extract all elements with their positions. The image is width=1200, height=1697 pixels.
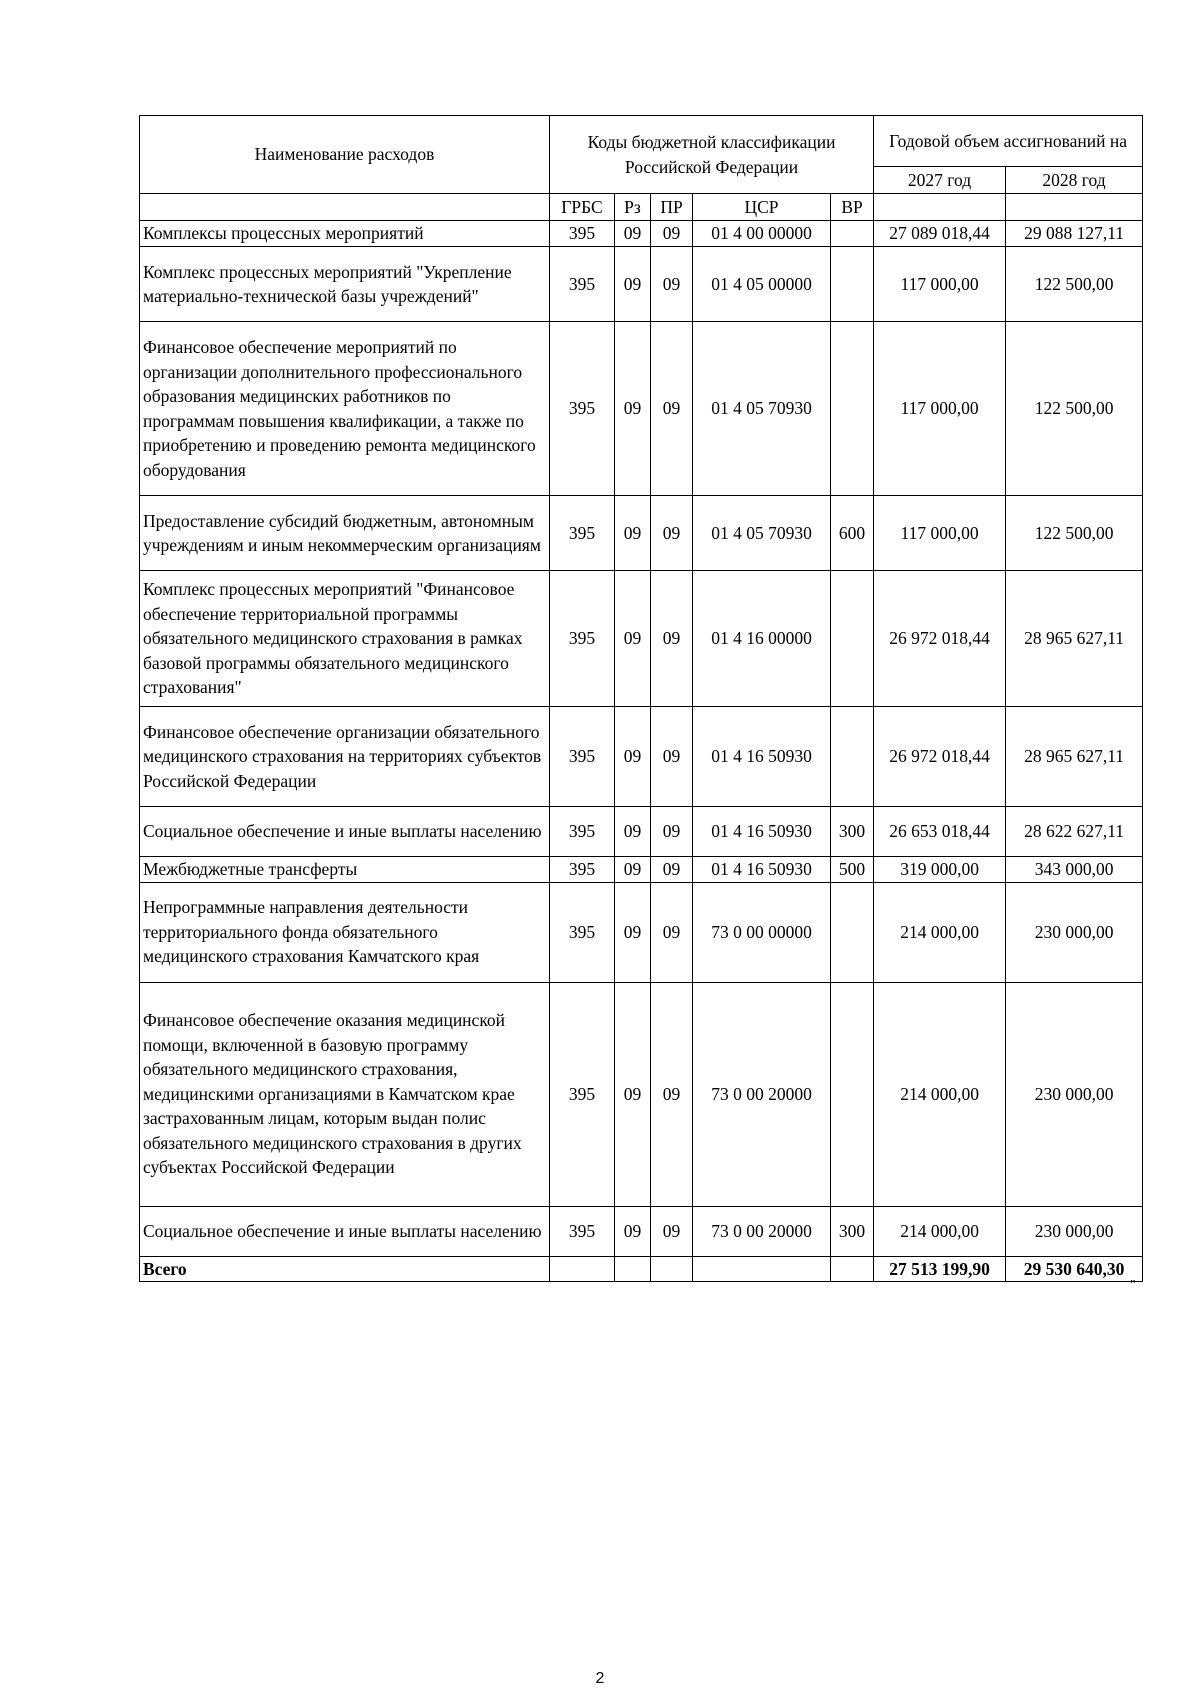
cell-2028: 343 000,00 [1006,857,1143,883]
cell-name: Непрограммные направления деятельности территориального фонда обязательного медицинского страхования Камчатского края [140,882,550,982]
cell-grbs: 395 [550,882,615,982]
cell-pr: 09 [651,571,693,707]
cell-vr: 300 [831,1206,874,1256]
page-number: 2 [595,1670,605,1687]
header-blank [874,194,1006,221]
cell-2027: 117 000,00 [874,247,1006,322]
cell-vr [831,882,874,982]
cell-2027: 214 000,00 [874,982,1006,1206]
cell-csr: 73 0 00 20000 [693,982,831,1206]
cell-grbs: 395 [550,1206,615,1256]
cell-grbs: 395 [550,707,615,807]
cell-rz: 09 [615,882,651,982]
cell-grbs: 395 [550,982,615,1206]
cell-vr: 600 [831,496,874,571]
cell-name: Финансовое обеспечение организации обязательного медицинского страхования на территориях субъектов Российской Федерации [140,707,550,807]
table-row [140,221,1143,247]
table-row [140,1206,1143,1256]
total-2028: 29 530 640,30 [1006,1256,1143,1282]
cell-name: Финансовое обеспечение мероприятий по организации дополнительного профессионального образования медицинских работников по программам повышения квалификации, а также по приобретению и проведению ремонта медицинского оборудования [140,322,550,496]
table-row [140,247,1143,322]
cell-pr: 09 [651,882,693,982]
cell-2028: 122 500,00 [1006,496,1143,571]
header-codes-group: Коды бюджетной классификации Российской Федерации [550,116,874,194]
total-blank [615,1256,651,1282]
cell-2027: 117 000,00 [874,496,1006,571]
cell-2027: 26 972 018,44 [874,707,1006,807]
header-blank [140,194,550,221]
cell-csr: 01 4 16 50930 [693,707,831,807]
cell-2028: 230 000,00 [1006,982,1143,1206]
cell-grbs: 395 [550,807,615,857]
cell-vr [831,221,874,247]
cell-pr: 09 [651,1206,693,1256]
header-rz: Рз [615,194,651,221]
cell-csr: 01 4 05 70930 [693,496,831,571]
cell-csr: 73 0 00 00000 [693,882,831,982]
cell-grbs: 395 [550,571,615,707]
cell-pr: 09 [651,707,693,807]
header-year-2028: 2028 год [1006,167,1143,194]
cell-pr: 09 [651,322,693,496]
table-row [140,857,1143,883]
cell-2028: 122 500,00 [1006,322,1143,496]
cell-2027: 117 000,00 [874,322,1006,496]
cell-rz: 09 [615,807,651,857]
cell-pr: 09 [651,857,693,883]
total-row [140,1256,1143,1282]
cell-rz: 09 [615,221,651,247]
cell-csr: 73 0 00 20000 [693,1206,831,1256]
cell-2027: 214 000,00 [874,882,1006,982]
cell-vr [831,982,874,1206]
cell-rz: 09 [615,857,651,883]
cell-csr: 01 4 05 70930 [693,322,831,496]
cell-vr: 300 [831,807,874,857]
cell-2027: 319 000,00 [874,857,1006,883]
cell-pr: 09 [651,247,693,322]
cell-2028: 28 622 627,11 [1006,807,1143,857]
table-row [140,807,1143,857]
total-blank [693,1256,831,1282]
cell-csr: 01 4 16 00000 [693,571,831,707]
header-vr: ВР [831,194,874,221]
cell-pr: 09 [651,807,693,857]
cell-grbs: 395 [550,247,615,322]
cell-2028: 29 088 127,11 [1006,221,1143,247]
cell-rz: 09 [615,1206,651,1256]
table-row [140,982,1143,1206]
cell-grbs: 395 [550,322,615,496]
cell-rz: 09 [615,322,651,496]
cell-pr: 09 [651,221,693,247]
cell-pr: 09 [651,496,693,571]
total-2027: 27 513 199,90 [874,1256,1006,1282]
table-row [140,882,1143,982]
cell-rz: 09 [615,982,651,1206]
cell-2027: 27 089 018,44 [874,221,1006,247]
cell-grbs: 395 [550,496,615,571]
cell-pr: 09 [651,982,693,1206]
cell-2028: 230 000,00 [1006,1206,1143,1256]
cell-2028: 122 500,00 [1006,247,1143,322]
cell-2028: 28 965 627,11 [1006,707,1143,807]
cell-csr: 01 4 16 50930 [693,807,831,857]
cell-name: Межбюджетные трансферты [140,857,550,883]
cell-rz: 09 [615,707,651,807]
table-row [140,571,1143,707]
total-blank [550,1256,615,1282]
cell-rz: 09 [615,571,651,707]
header-csr: ЦСР [693,194,831,221]
cell-2028: 230 000,00 [1006,882,1143,982]
cell-name: Комплекс процессных мероприятий "Финансовое обеспечение территориальной программы обязательного медицинского страхования в рамках базовой программы обязательного медицинского страхования" [140,571,550,707]
cell-grbs: 395 [550,857,615,883]
cell-name: Социальное обеспечение и иные выплаты населению [140,1206,550,1256]
cell-vr [831,707,874,807]
header-volume-group: Годовой объем ассигнований на [874,116,1143,167]
table-row [140,496,1143,571]
cell-2027: 214 000,00 [874,1206,1006,1256]
cell-grbs: 395 [550,221,615,247]
cell-csr: 01 4 00 00000 [693,221,831,247]
cell-vr [831,571,874,707]
total-label: Всего [140,1256,550,1282]
budget-table [139,115,1143,1282]
cell-vr [831,247,874,322]
total-blank [651,1256,693,1282]
header-year-2027: 2027 год [874,167,1006,194]
header-blank [1006,194,1143,221]
cell-vr [831,322,874,496]
cell-csr: 01 4 05 00000 [693,247,831,322]
cell-name: Предоставление субсидий бюджетным, автономным учреждениям и иным некоммерческим организациям [140,496,550,571]
cell-name: Социальное обеспечение и иные выплаты населению [140,807,550,857]
cell-vr: 500 [831,857,874,883]
cell-2028: 28 965 627,11 [1006,571,1143,707]
table-row [140,322,1143,496]
cell-rz: 09 [615,247,651,322]
cell-csr: 01 4 16 50930 [693,857,831,883]
cell-2027: 26 653 018,44 [874,807,1006,857]
cell-name: Финансовое обеспечение оказания медицинской помощи, включенной в базовую программу обязательного медицинского страхования, медицинскими организациями в Камчатском крае застрахованным лицам, которым выдан полис обязательного медицинского страхования в других субъектах Российской Федерации [140,982,550,1206]
header-name: Наименование расходов [140,116,550,194]
header-pr: ПР [651,194,693,221]
cell-name: Комплекс процессных мероприятий "Укрепление материально-технической базы учреждений" [140,247,550,322]
closing-quote: " [1130,1278,1136,1293]
header-grbs: ГРБС [550,194,615,221]
cell-rz: 09 [615,496,651,571]
cell-2027: 26 972 018,44 [874,571,1006,707]
table-row [140,707,1143,807]
cell-name: Комплексы процессных мероприятий [140,221,550,247]
total-blank [831,1256,874,1282]
